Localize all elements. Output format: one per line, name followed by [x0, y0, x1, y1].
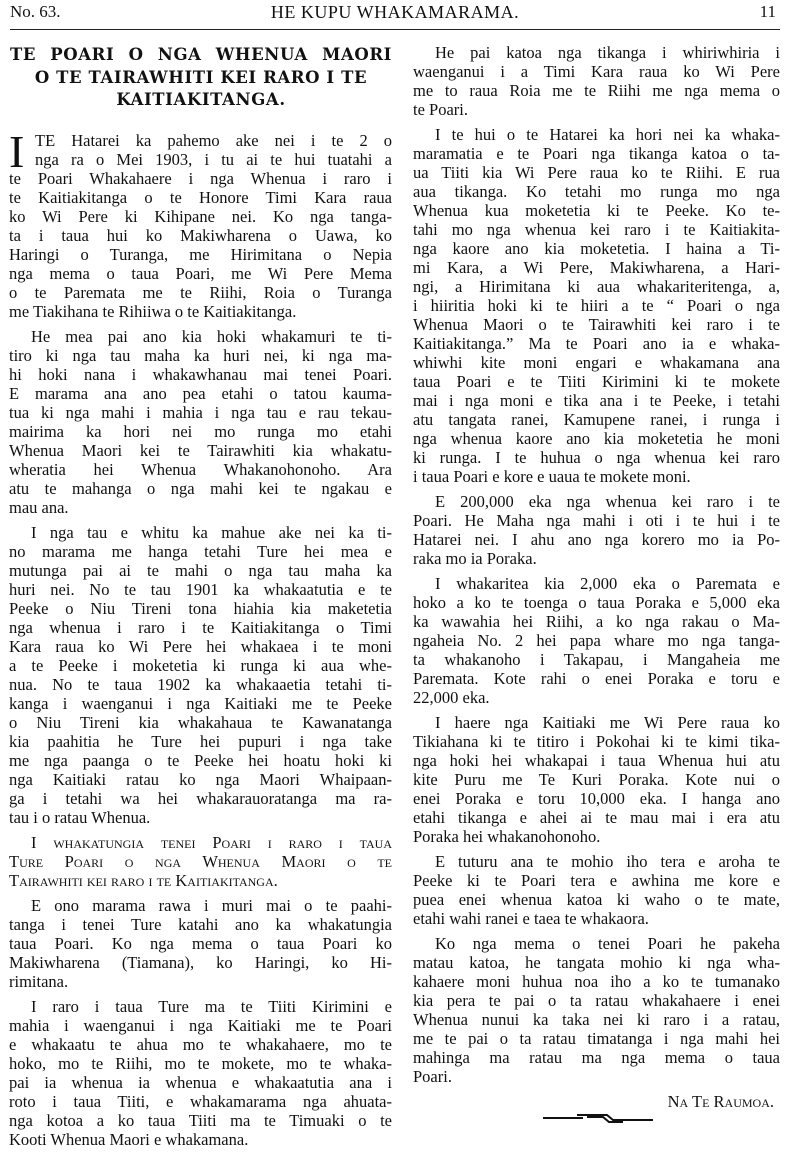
- text-line: I nga tau e whitu ka mahue ake nei ka ti-: [31, 523, 392, 542]
- header-rule: [10, 29, 780, 30]
- text-line: He mea pai ano kia hoki whakamuri te ti-: [31, 327, 392, 346]
- text-line: me Tiakihana te Rihiiwa o te Kaitiakitanga.: [9, 302, 297, 321]
- issue-number: No. 63.: [10, 2, 61, 21]
- text-line: nua. No te taua 1902 ka whakaaetia tetahi ti-: [9, 675, 392, 694]
- text-line: huri nei. No te tau 1901 ka whakaatutia e te: [9, 580, 392, 599]
- text-line: tanga i tenei Ture katahi ano ka whakatungia: [9, 915, 392, 934]
- text-line: ki runga. I te huhua o nga whenua kei raro: [413, 448, 780, 467]
- text-line: Whenua kua moketetia ki te Peeke. Ko te-: [413, 201, 780, 220]
- text-line: mi Kara, a Wi Pere, Makiwharena, a Hari-: [413, 258, 780, 277]
- text-line: nga ra o Mei 1903, i tu ai te hui tuatahi a: [35, 150, 392, 169]
- paragraph: [413, 852, 780, 928]
- text-line: Makiwharena (Tiamana), ko Haringi, ko Hi-: [9, 953, 392, 972]
- text-line: kite Puru me Te Kuri Poraka. Kote nui o: [413, 770, 780, 789]
- text-line: ga i tetahi wa hei whakarauoratanga ma ra-: [9, 789, 392, 808]
- text-line: mairima ka hori nei mo runga mo etahi: [9, 422, 392, 441]
- text-line: raka mo ia Poraka.: [413, 549, 537, 568]
- paragraph: [9, 523, 392, 827]
- text-line: puea enei whenua katoa ki waho o te mate,: [413, 890, 780, 909]
- text-line: enei Poraka e toru 10,000 eka. I hanga ano: [413, 789, 780, 808]
- text-line: He pai katoa nga tikanga i whiriwhiria i: [435, 43, 780, 62]
- text-line: te Kaitiakitanga o te Honore Timi Kara raua: [9, 188, 392, 207]
- paragraph: [413, 574, 780, 707]
- drop-cap: I: [9, 126, 25, 177]
- text-line: i hiiritia hoki ki te hiiri a te “ Poari o nga: [413, 296, 780, 315]
- text-line: Tikiahana ki te titiro i Pokohai ki te kimi tika-: [413, 732, 780, 751]
- text-line: mahinga ma ratau ma nga mema o taua: [413, 1048, 780, 1067]
- text-line: no marama me hanga tetahi Ture hei mea e: [9, 542, 392, 561]
- text-line: atu tangata ranei, Kamupene ranei, i runga i: [413, 410, 780, 429]
- title-line: KAITIAKITANGA.: [116, 90, 286, 109]
- text-line: I raro i taua Ture ma te Tiiti Kirimini e: [31, 997, 392, 1016]
- paragraph: [9, 997, 392, 1149]
- paragraph: [9, 833, 392, 890]
- text-line: Poraka hei whakanohonoho.: [413, 827, 601, 846]
- text-line: e whakaatu te ahua mo te whakahaere, mo te: [9, 1035, 392, 1054]
- text-line: kia paahitia he Ture hei pupuri i nga take: [9, 732, 392, 751]
- signature: Na Te Raumoa.: [667, 1092, 774, 1111]
- paragraph: [9, 327, 392, 517]
- paragraph: [413, 492, 780, 568]
- article-title: [10, 44, 392, 112]
- title-line: TE POARI O NGA WHENUA MAORI: [10, 45, 392, 64]
- text-line: nga whenua kaore ano kia moketetia he moni: [413, 429, 780, 448]
- text-line: tahi mo nga whenua kei raro i te Kaitiakita-: [413, 220, 780, 239]
- text-line: E ono marama rawa i muri mai o te paahi-: [31, 896, 392, 915]
- text-line: ta whakanoho i Takapau, i Mangaheia me: [413, 650, 780, 669]
- text-line: nga hoki hei whakapai i taua Whenua hui atu: [413, 751, 780, 770]
- text-line: taua Poari e te Tiiti Kirimini ki te mokete: [413, 372, 780, 391]
- text-line: ua Tiiti kia Wi Pere raua ko te Riihi. E rua: [413, 163, 780, 182]
- text-line: hoko, mo te Riihi, mo te mokete, mo te whaka-: [9, 1054, 392, 1073]
- text-line: pai ia whenua ia whenua e whakaatutia ana i: [9, 1073, 392, 1092]
- text-line: Kooti Whenua Maori e whakamana.: [9, 1130, 249, 1149]
- paragraph: [9, 896, 392, 991]
- text-line: whiwhi kite moni engari e whakamana ana: [413, 353, 780, 372]
- text-line: kia pera te pai o ta ratau whakahaere i enei: [413, 991, 780, 1010]
- text-line: tau i o ratau Whenua.: [9, 808, 151, 827]
- text-line: Ture Poari o nga Whenua Maori o te: [9, 852, 392, 871]
- right-column: [413, 43, 780, 1111]
- text-line: Peeke o Niu Tireni tona hiahia kia maketetia: [9, 599, 392, 618]
- text-line: mahia i waenganui i nga Kaitiaki me te Poari: [9, 1016, 392, 1035]
- text-line: taua Poari. Ko nga mema o taua Poari ko: [9, 934, 392, 953]
- text-line: waenganui i a Timi Kara raua ko Wi Pere: [413, 62, 780, 81]
- text-line: kanga i waenganui i nga Kaitiaki me te Peeke: [9, 694, 392, 713]
- text-line: E 200,000 eka nga whenua kei raro i te: [435, 492, 780, 511]
- text-line: Poari. He Maha nga mahi i oti i te hui i te: [413, 511, 780, 530]
- text-line: hoko a ko te toenga o taua Poraka e 5,000 eka: [413, 593, 780, 612]
- text-line: nga mema o taua Poari, me Wi Pere Mema: [9, 264, 392, 283]
- paragraph: [413, 713, 780, 846]
- text-line: Ko nga mema o tenei Poari he pakeha: [435, 934, 780, 953]
- text-line: I whakaritea kia 2,000 eka o Paremata e: [435, 574, 780, 593]
- text-line: me nga paanga o te Peeke hei hoatu hoki ki: [9, 751, 392, 770]
- text-line: o Niu Tireni kia whakahaua te Kawanatanga: [9, 713, 392, 732]
- text-line: maramatia e te Poari nga tikanga katoa o ta-: [413, 144, 780, 163]
- text-line: te Poari Whakahaere i nga Whenua i raro i: [9, 169, 392, 188]
- text-line: E tuturu ana te mohio iho tera e aroha te: [435, 852, 780, 871]
- text-line: Whenua nunui ka taka nei ki raro i a ratau,: [413, 1010, 780, 1029]
- text-line: kahaere moni huhua noa iho a ko te tumanako: [413, 972, 780, 991]
- text-line: te Poari.: [413, 100, 468, 119]
- text-line: Tairawhiti kei raro i te Kaitiakitanga.: [9, 871, 278, 890]
- text-line: tiro ki nga tau maha ka huri nei, ki nga ma-: [9, 346, 392, 365]
- text-line: me te pai o ta ratau timatanga i nga mahi hei: [413, 1029, 780, 1048]
- text-line: nga kaore ano kia moketetia. I haina a Ti-: [413, 239, 780, 258]
- text-line: me to raua Roia me te Riihi me nga mema o: [413, 81, 780, 100]
- text-line: Peeke ki te Poari tera e awhina me kore e: [413, 871, 780, 890]
- text-line: Paremata. Kote rahi o enei Poraka e toru e: [413, 669, 780, 688]
- page-number: 11: [759, 2, 776, 21]
- text-line: I whakatungia tenei Poari i raro i taua: [31, 833, 392, 852]
- text-line: ka wawahia hei Riihi, a ko nga rakau o Ma-: [413, 612, 780, 631]
- text-line: aua tikanga. Ko tetahi mo runga mo nga: [413, 182, 780, 201]
- text-line: rimitana.: [9, 972, 69, 991]
- text-line: Hatarei nei. I ahu ano nga korero mo ia Po-: [413, 530, 780, 549]
- paragraph: [413, 934, 780, 1086]
- text-line: a te Peeke i moketetia ki runga ki aua whe-: [9, 656, 392, 675]
- text-line: mutunga pai ai te mahi o nga tau maha ka: [9, 561, 392, 580]
- text-line: Whenua Maori kei te Tairawhiti kia whakatu-: [9, 441, 392, 460]
- text-line: i taua Poari e kore e uaua te mokete moni.: [413, 467, 691, 486]
- text-line: ngi, a Hirimitana ki aua whakariteritenga, a,: [413, 277, 780, 296]
- text-line: 22,000 eka.: [413, 688, 490, 707]
- text-line: Kaitiakitanga.” Ma te Poari ano ia e whaka-: [413, 334, 780, 353]
- text-line: nga kotoa a ko taua Tiiti ma te Timuaki o te: [9, 1111, 392, 1130]
- text-line: o te Paremata me te Riihi, Roia o Turanga: [9, 283, 392, 302]
- text-line: roto i taua Tiiti, e whakamarama nga ahuata-: [9, 1092, 392, 1111]
- text-line: atu te mahanga o nga mahi kei te ngakau e: [9, 479, 392, 498]
- text-line: ta i taua hui ko Makiwharena o Uawa, ko: [9, 226, 392, 245]
- text-line: Haringi o Turanga, me Hirimitana o Nepia: [9, 245, 392, 264]
- text-line: TE Hatarei ka pahemo ake nei i te 2 o: [35, 131, 392, 150]
- paragraph: [413, 125, 780, 486]
- text-line: mai i nga moni e tika ana i te Peeke, i tetahi: [413, 391, 780, 410]
- text-line: nga Kaitiaki ratau ko nga Maori Whaipaan-: [9, 770, 392, 789]
- text-line: Kara raua ko Wi Pere hei whakaea i te moni: [9, 637, 392, 656]
- text-line: wheratia hei Whenua Whakanohonoho. Ara: [9, 460, 392, 479]
- text-line: I haere nga Kaitiaki me Wi Pere raua ko: [435, 713, 780, 732]
- paragraph: [413, 43, 780, 119]
- text-line: hi hoki nana i whakawhanau mai tenei Poari.: [9, 365, 392, 384]
- text-line: matau katoa, he tangata mohio ki nga wha-: [413, 953, 780, 972]
- title-line: O TE TAIRAWHITI KEI RARO I TE: [34, 67, 368, 87]
- text-line: etahi wahi ranei e taea te whakaora.: [413, 909, 649, 928]
- text-line: I te hui o te Hatarei ka hori nei ka whaka-: [435, 125, 780, 144]
- text-line: nga whenua i raro i te Kaitiakitanga o Timi: [9, 618, 392, 637]
- text-line: E marama ana ano pea etahi o tatou kauma-: [9, 384, 392, 403]
- end-ornament-icon: [543, 1112, 653, 1124]
- text-line: tua ki nga mahi i mahia i nga tau e rau tekau-: [9, 403, 392, 422]
- text-line: Poari.: [413, 1067, 452, 1086]
- text-line: ngaheia No. 2 hei papa whare mo nga tanga-: [413, 631, 780, 650]
- text-line: etahi tikanga e ahei ai te mau mai i era atu: [413, 808, 780, 827]
- paragraph: [9, 126, 392, 321]
- text-line: ko Wi Pere ki Kihipane nei. Ko nga tanga-: [9, 207, 392, 226]
- left-column: [9, 126, 392, 1155]
- publication-title: HE KUPU WHAKAMARAMA.: [270, 2, 520, 22]
- text-line: mau ana.: [9, 498, 69, 517]
- text-line: Whenua Maori o te Tairawhiti kei raro i te: [413, 315, 780, 334]
